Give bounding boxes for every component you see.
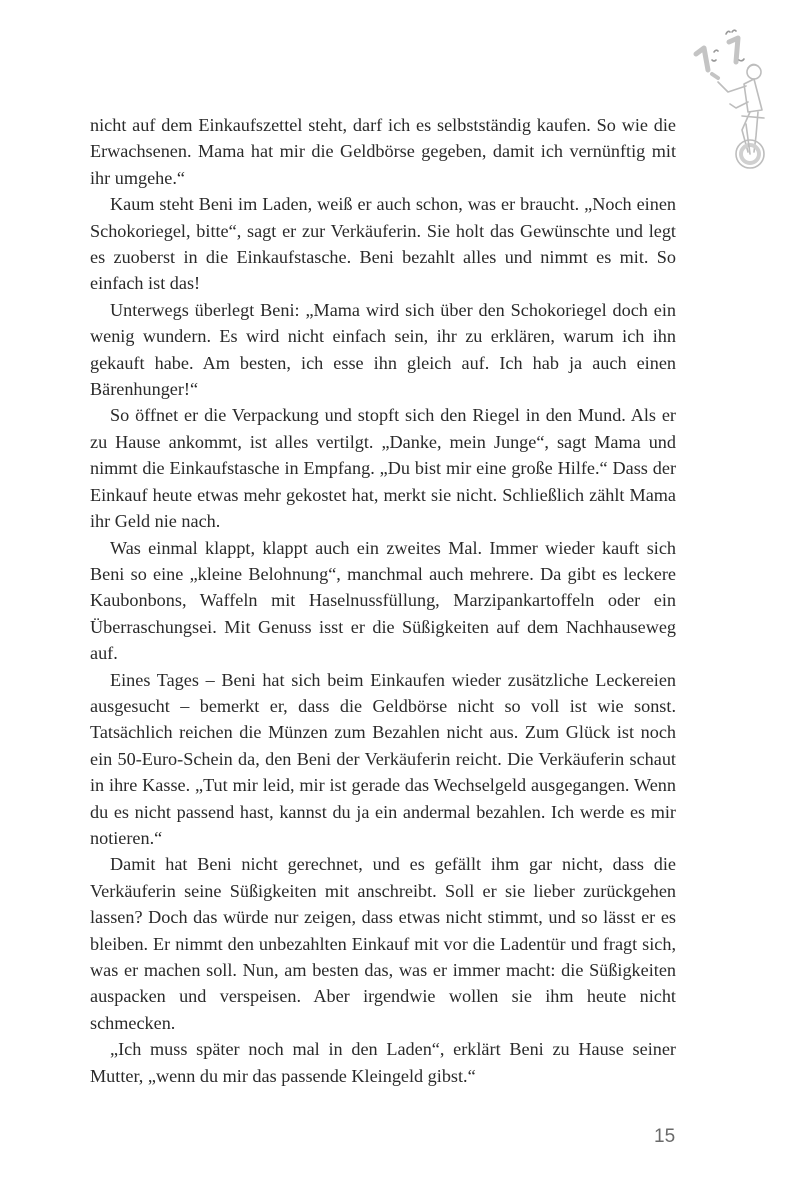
unicycle-juggler-icon xyxy=(684,12,794,172)
paragraph: Eines Tages – Beni hat sich beim Einkaufen wieder zusätzliche Leckereien ausgesucht – bemerkt er, dass die Geldbörse nicht so voll ist wie sonst. Tatsächlich reichen die Münzen zum Bezahlen nicht aus. Zum Glück ist noch ein 50-Euro-Schein da, den Beni der Verkäuferin reicht. Die Verkäuferin schaut in ihre Kasse. „Tut mir leid, mir ist gerade das Wechselgeld ausgegangen. Wenn du es nicht passend hast, kannst du ja ein andermal bezahlen. Ich werde es mir notieren.“ xyxy=(90,669,676,848)
body-text xyxy=(90,112,676,1089)
paragraph: So öffnet er die Verpackung und stopft sich den Riegel in den Mund. Als er zu Hause ankommt, ist alles vertilgt. „Danke, mein Junge“, sagt Mama und nimmt die Einkaufstasche in Empfang. „Du bist mir eine große Hilfe.“ Dass der Einkauf heute etwas mehr gekostet hat, merkt sie nicht. Schließlich zählt Mama ihr Geld nie nach. xyxy=(90,405,676,532)
page-number: 15 xyxy=(654,1126,676,1147)
paragraph: Kaum steht Beni im Laden, weiß er auch schon, was er braucht. „Noch einen Schokoriegel, bitte“, sagt er zur Verkäuferin. Sie holt das Gewünschte und legt es zuoberst in die Einkaufstasche. Beni bezahlt alles und nimmt es mit. So einfach ist das! xyxy=(90,194,676,294)
paragraph: „Ich muss später noch mal in den Laden“, erklärt Beni zu Hause seiner Mutter, „wenn du mir das passende Kleingeld gibst.“ xyxy=(90,1039,676,1086)
paragraph: Was einmal klappt, klappt auch ein zweites Mal. Immer wieder kauft sich Beni so eine „kleine Belohnung“, manchmal auch mehrere. Da gibt es leckere Kaubonbons, Waffeln mit Haselnussfüllung, Marzipankartoffeln oder ein Überraschungsei. Mit Genuss isst er die Süßigkeiten auf dem Nachhauseweg auf. xyxy=(90,537,676,664)
paragraph: Unterwegs überlegt Beni: „Mama wird sich über den Schokoriegel doch ein wenig wundern. Es wird nicht einfach sein, ihr zu erklären, warum ich ihn gekauft habe. Am besten, ich esse ihn gleich auf. Ich hab ja auch einen Bärenhunger!“ xyxy=(90,299,676,400)
paragraph: nicht auf dem Einkaufszettel steht, darf ich es selbstständig kaufen. So wie die Erwachsenen. Mama hat mir die Geldbörse gegeben, damit ich vernünftig mit ihr umgehe.“ xyxy=(90,115,676,188)
paragraph: Damit hat Beni nicht gerechnet, und es gefällt ihm gar nicht, dass die Verkäuferin seine Süßigkeiten mit anschreibt. Soll er sie lieber zurückgehen lassen? Doch das würde nur zeigen, dass etwas nicht stimmt, und so lässt er es bleiben. Er nimmt den unbezahlten Einkauf mit vor die Ladentür und fragt sich, was er machen soll. Nun, am besten das, was er immer macht: die Süßigkeiten auspacken und verspeisen. Aber irgendwie wollen sie ihm heute nicht schmecken. xyxy=(90,854,676,1033)
